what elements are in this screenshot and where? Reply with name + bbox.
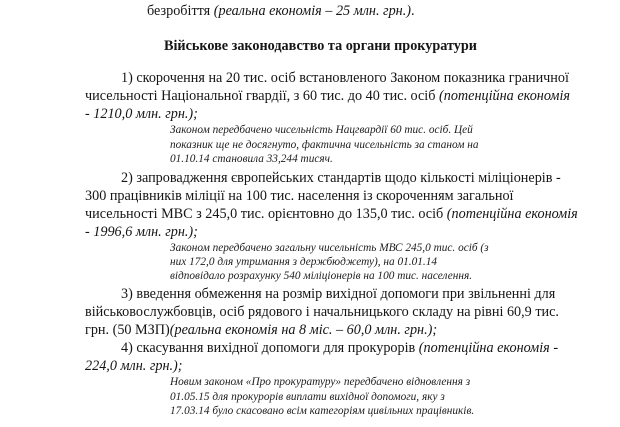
item-1-note-line-3: 01.10.14 становила 33,244 тисяч.	[170, 153, 333, 165]
item-2-note-line-3: відповідало розрахунку 540 міліціонерів на 100 тис. населення.	[170, 270, 473, 282]
section-title: Військове законодавство та органи прокуратури	[164, 38, 477, 54]
item-2-line-2: 300 працівників міліції на 100 тис. населення із скороченням загальної	[85, 188, 514, 204]
item-2-note-line-2: них 172,0 для утримання з держбюджету), на 01.01.14	[170, 256, 437, 268]
previous-item-text: безробіття	[147, 3, 214, 19]
item-3-line-1: 3) введення обмеження на розмір вихідної допомоги при звільненні для	[121, 286, 556, 302]
item-3-line-3	[85, 322, 437, 339]
item-2-savings-a: (потенційна економія	[446, 206, 578, 222]
previous-item-tail	[147, 3, 415, 20]
item-3-savings: (реальна економія на 8 міс. – 60,0 млн. грн.);	[169, 322, 438, 338]
item-1-note-line-2: показник ще не досягнуто, фактична чисельність за станом на	[170, 139, 479, 151]
item-4-line-1-text: 4) скасування вихідної допомоги для прокурорів	[121, 340, 419, 356]
item-4-note-line-2: 01.05.15 для прокурорів виплати вихідної допомоги, яку з	[170, 391, 445, 403]
item-2-line-3-text: чисельності МВС з 245,0 тис. орієнтовно до 135,0 тис. осіб	[85, 206, 447, 222]
item-4-line-1	[121, 340, 558, 357]
item-4-savings-a: (потенційна економія -	[418, 340, 559, 356]
previous-item-punct: .	[411, 3, 415, 19]
item-1-savings-b: - 1210,0 млн. грн.);	[85, 106, 198, 122]
item-2-savings-b: - 1996,6 млн. грн.);	[85, 224, 198, 240]
item-1-savings-a: (потенційна економія	[439, 88, 570, 104]
item-4-savings-b: 224,0 млн. грн.);	[85, 358, 183, 374]
item-1-line-1: 1) скорочення на 20 тис. осіб встановленого Законом показника граничної	[121, 70, 569, 86]
item-3-line-2: військовослужбовців, осіб рядового і начальницького складу на рівні 60,9 тис.	[85, 304, 559, 320]
item-1-note-line-1: Законом передбачено чисельність Нацгвардії 60 тис. осіб. Цей	[170, 124, 473, 136]
item-4-note-line-3: 17.03.14 було скасовано всім категоріям цивільних працівників.	[170, 405, 475, 417]
item-4-note-line-1: Новим законом «Про прокуратуру» передбачено відновлення з	[170, 376, 471, 388]
item-3-line-3-text: грн. (50 МЗП)	[85, 322, 170, 338]
item-2-note-line-1: Законом передбачено загальну чисельність МВС 245,0 тис. осіб (з	[170, 242, 489, 254]
item-1-line-2-text: чисельності Національної гвардії, з 60 тис. до 40 тис. осіб	[85, 88, 440, 104]
item-1-line-2	[85, 88, 570, 105]
item-2-line-1: 2) запровадження європейських стандартів щодо кількості міліціонерів -	[121, 170, 561, 186]
item-2-line-3	[85, 206, 578, 223]
previous-item-savings: (реальна економія – 25 млн. грн.)	[213, 3, 411, 19]
